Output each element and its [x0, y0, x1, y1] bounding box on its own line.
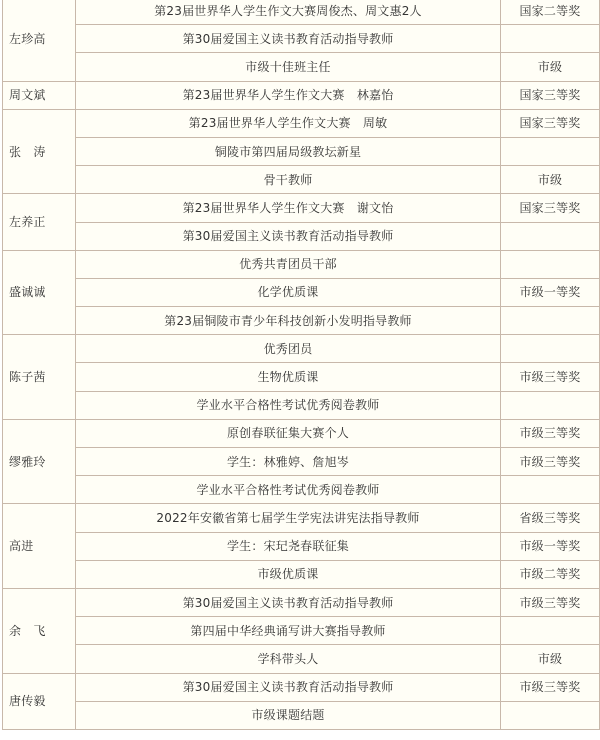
table-row	[3, 194, 600, 222]
level-cell: 市级	[501, 166, 600, 194]
award-cell: 第四届中华经典诵写讲大赛指导教师	[76, 617, 501, 645]
table-row	[3, 25, 600, 53]
teacher-name-cell: 缪雅玲	[3, 419, 76, 504]
table-row	[3, 448, 600, 476]
table-row	[3, 363, 600, 391]
award-cell: 第23届世界华人学生作文大赛 谢文怡	[76, 194, 501, 222]
level-cell	[501, 307, 600, 335]
level-cell: 市级一等奖	[501, 532, 600, 560]
level-cell: 市级	[501, 53, 600, 81]
table-row	[3, 335, 600, 363]
awards-table-body	[3, 0, 600, 729]
award-cell: 原创春联征集大赛个人	[76, 419, 501, 447]
award-cell: 铜陵市第四届局级教坛新星	[76, 137, 501, 165]
level-cell	[501, 250, 600, 278]
award-cell: 骨干教师	[76, 166, 501, 194]
table-row	[3, 109, 600, 137]
level-cell	[501, 391, 600, 419]
teacher-name-cell: 张 涛	[3, 109, 76, 194]
table-row	[3, 588, 600, 616]
level-cell: 市级三等奖	[501, 363, 600, 391]
table-row	[3, 673, 600, 701]
award-cell: 2022年安徽省第七届学生学宪法讲宪法指导教师	[76, 504, 501, 532]
level-cell: 国家二等奖	[501, 0, 600, 25]
teacher-name-cell: 左养正	[3, 194, 76, 250]
table-row	[3, 532, 600, 560]
award-cell: 第23届世界华人学生作文大赛 周敏	[76, 109, 501, 137]
level-cell: 市级三等奖	[501, 419, 600, 447]
table-row	[3, 476, 600, 504]
level-cell: 国家三等奖	[501, 109, 600, 137]
level-cell: 市级一等奖	[501, 278, 600, 306]
level-cell	[501, 335, 600, 363]
teacher-name-cell: 高进	[3, 504, 76, 589]
table-row	[3, 53, 600, 81]
award-cell: 市级优质课	[76, 560, 501, 588]
level-cell: 市级	[501, 645, 600, 673]
level-cell	[501, 617, 600, 645]
table-row	[3, 137, 600, 165]
award-cell: 学科带头人	[76, 645, 501, 673]
teacher-name-cell: 周文斌	[3, 81, 76, 109]
award-cell: 第30届爱国主义读书教育活动指导教师	[76, 588, 501, 616]
award-cell: 第30届爱国主义读书教育活动指导教师	[76, 25, 501, 53]
teacher-name-cell: 左珍高	[3, 0, 76, 81]
level-cell	[501, 25, 600, 53]
table-row	[3, 250, 600, 278]
table-row	[3, 81, 600, 109]
level-cell	[501, 476, 600, 504]
table-row	[3, 222, 600, 250]
table-row	[3, 645, 600, 673]
table-row	[3, 419, 600, 447]
table-row	[3, 391, 600, 419]
teacher-name-cell: 唐传毅	[3, 673, 76, 729]
level-cell: 国家三等奖	[501, 194, 600, 222]
teacher-name-cell: 陈子茜	[3, 335, 76, 420]
level-cell: 国家三等奖	[501, 81, 600, 109]
award-cell: 优秀团员	[76, 335, 501, 363]
award-cell: 学生：宋玘尧春联征集	[76, 532, 501, 560]
level-cell	[501, 137, 600, 165]
teacher-name-cell: 余 飞	[3, 588, 76, 673]
table-row	[3, 166, 600, 194]
level-cell: 市级三等奖	[501, 448, 600, 476]
teacher-name-cell: 盛诚诚	[3, 250, 76, 335]
award-cell: 第23届世界华人学生作文大赛 林嘉怡	[76, 81, 501, 109]
table-row	[3, 278, 600, 306]
level-cell: 市级三等奖	[501, 673, 600, 701]
table-row	[3, 0, 600, 25]
level-cell	[501, 222, 600, 250]
table-row	[3, 701, 600, 729]
award-cell: 化学优质课	[76, 278, 501, 306]
award-cell: 第23届铜陵市青少年科技创新小发明指导教师	[76, 307, 501, 335]
award-cell: 市级十佳班主任	[76, 53, 501, 81]
award-cell: 学业水平合格性考试优秀阅卷教师	[76, 391, 501, 419]
award-cell: 生物优质课	[76, 363, 501, 391]
award-cell: 学生：林雅婷、詹旭岑	[76, 448, 501, 476]
award-cell: 第23届世界华人学生作文大赛周俊杰、周文惠2人	[76, 0, 501, 25]
table-row	[3, 504, 600, 532]
award-cell: 学业水平合格性考试优秀阅卷教师	[76, 476, 501, 504]
award-cell: 优秀共青团员干部	[76, 250, 501, 278]
level-cell: 省级三等奖	[501, 504, 600, 532]
table-row	[3, 560, 600, 588]
awards-table	[2, 0, 600, 730]
level-cell	[501, 701, 600, 729]
level-cell: 市级三等奖	[501, 588, 600, 616]
level-cell: 市级二等奖	[501, 560, 600, 588]
award-cell: 第30届爱国主义读书教育活动指导教师	[76, 222, 501, 250]
table-row	[3, 307, 600, 335]
table-row	[3, 617, 600, 645]
award-cell: 第30届爱国主义读书教育活动指导教师	[76, 673, 501, 701]
award-cell: 市级课题结题	[76, 701, 501, 729]
